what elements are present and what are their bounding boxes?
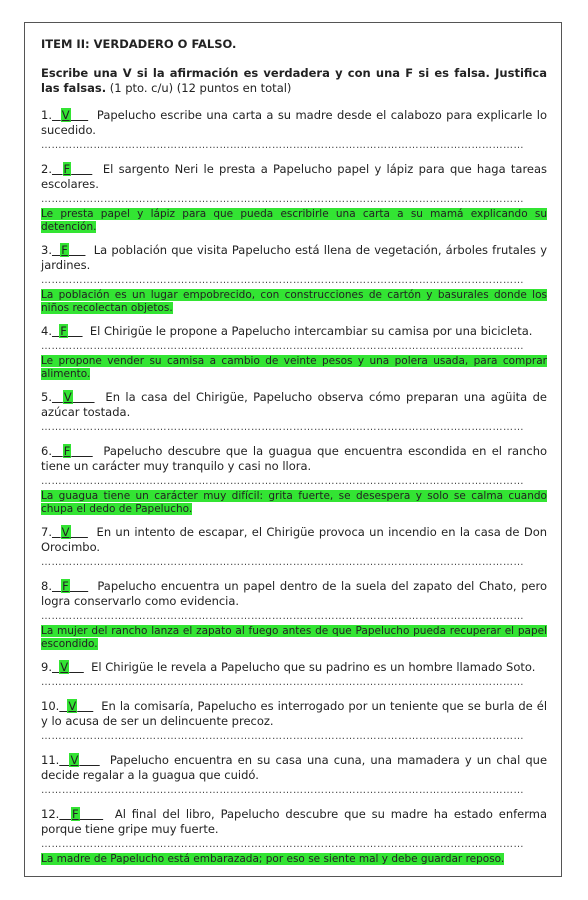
instructions-bold: Escribe una V si la afirmación es verdadera y con una F si es falsa. Justifica las falsas. xyxy=(41,66,547,95)
answer-mark[interactable]: V xyxy=(60,660,69,674)
answer-mark[interactable]: F xyxy=(63,444,71,458)
justification-line[interactable]: ………………………………………………………………………………………………………………………… xyxy=(41,785,524,796)
question-item xyxy=(41,324,547,390)
answer-blank-left xyxy=(52,108,61,122)
answer-blank-left xyxy=(52,390,63,404)
answer-mark[interactable]: F xyxy=(62,579,69,593)
answer-blank-right xyxy=(71,108,89,122)
answer-mark[interactable]: V xyxy=(68,699,77,713)
question-statement xyxy=(41,444,547,474)
item-spacer xyxy=(41,651,547,660)
justification-wrapper xyxy=(41,355,547,381)
answer-blank-right xyxy=(77,699,93,713)
answer-blank-left xyxy=(59,753,69,767)
question-item xyxy=(41,579,547,660)
statement-text: En un intento de escapar, el Chirigüe provoca un incendio en la casa de Don Orocimbo. xyxy=(41,525,548,554)
answer-blank-right xyxy=(71,444,92,458)
answer-mark[interactable]: F xyxy=(72,807,79,821)
answer-blank-left xyxy=(59,807,71,821)
answer-blank-right xyxy=(79,753,99,767)
item-spacer xyxy=(41,315,547,324)
worksheet-page xyxy=(24,22,562,877)
answer-blank-right xyxy=(80,807,103,821)
justification-text: La madre de Papelucho está embarazada; por eso se siente mal y debe guardar reposo. xyxy=(41,853,505,865)
statement-text: El Chirigüe le propone a Papelucho intercambiar su camisa por una bicicleta. xyxy=(89,324,533,338)
question-statement xyxy=(41,660,547,675)
justification-text: Le presta papel y lápiz para que pueda escribirle una carta a su mamá explicando su detención. xyxy=(41,208,547,233)
statement-text: En la comisaría, Papelucho es interrogado por un teniente que se burla de él y lo acusa de ser un delincuente precoz. xyxy=(41,699,548,728)
justification-wrapper xyxy=(41,208,547,234)
question-number: 4. xyxy=(41,324,52,338)
justification-wrapper xyxy=(41,853,547,866)
question-number: 8. xyxy=(41,579,52,593)
question-number: 11. xyxy=(41,753,60,767)
question-item xyxy=(41,807,547,875)
statement-text: Papelucho encuentra un papel dentro de la suela del zapato del Chato, pero logra conservarlo como evidencia. xyxy=(41,579,548,608)
instructions xyxy=(41,66,547,96)
answer-mark[interactable]: V xyxy=(70,753,79,767)
item-spacer xyxy=(41,570,547,579)
justification-line[interactable]: ………………………………………………………………………………………………………………………… xyxy=(41,611,524,622)
item-spacer xyxy=(41,516,547,525)
item-spacer xyxy=(41,798,547,807)
answer-blank-right xyxy=(71,162,92,176)
answer-blank-left xyxy=(52,525,61,539)
answer-mark[interactable]: F xyxy=(60,324,67,338)
question-number: 5. xyxy=(41,390,52,404)
question-statement xyxy=(41,390,547,420)
question-item xyxy=(41,699,547,753)
answer-mark[interactable]: F xyxy=(63,162,71,176)
question-number: 10. xyxy=(41,699,60,713)
item-spacer xyxy=(41,435,547,444)
justification-line[interactable]: ………………………………………………………………………………………………………………………… xyxy=(41,140,524,151)
worksheet-content xyxy=(41,37,547,875)
question-statement xyxy=(41,243,547,273)
answer-blank-right xyxy=(71,525,88,539)
answer-blank-left xyxy=(52,444,63,458)
question-statement xyxy=(41,108,547,138)
justification-wrapper xyxy=(41,490,547,516)
justification-line[interactable]: ………………………………………………………………………………………………………………………… xyxy=(41,476,524,487)
question-number: 12. xyxy=(41,807,60,821)
question-number: 6. xyxy=(41,444,52,458)
justification-line[interactable]: ………………………………………………………………………………………………………………………… xyxy=(41,677,524,688)
statement-text: Papelucho escribe una carta a su madre desde el calabozo para explicarle lo sucedido. xyxy=(41,108,547,137)
answer-blank-left xyxy=(52,579,61,593)
question-item xyxy=(41,660,547,699)
answer-blank-right xyxy=(73,390,95,404)
question-number: 1. xyxy=(41,108,52,122)
statement-text: En la casa del Chirigüe, Papelucho observa cómo preparan una agüita de azúcar tostada. xyxy=(41,390,548,419)
item-spacer xyxy=(41,234,547,243)
item-spacer xyxy=(41,866,547,875)
statement-text: El sargento Neri le presta a Papelucho papel y lápiz para que haga tareas escolares. xyxy=(41,162,548,191)
justification-line[interactable]: ………………………………………………………………………………………………………………………… xyxy=(41,422,524,433)
items-list xyxy=(41,108,547,875)
justification-line[interactable]: ………………………………………………………………………………………………………………………… xyxy=(41,731,524,742)
justification-line[interactable]: ………………………………………………………………………………………………………………………… xyxy=(41,557,524,568)
item-spacer xyxy=(41,153,547,162)
question-statement xyxy=(41,579,547,609)
question-item xyxy=(41,525,547,579)
statement-text: El Chirigüe le revela a Papelucho que su padrino es un hombre llamado Soto. xyxy=(91,660,536,674)
answer-mark[interactable]: V xyxy=(61,525,70,539)
item-spacer xyxy=(41,690,547,699)
question-number: 9. xyxy=(41,660,52,674)
answer-blank-right xyxy=(69,243,86,257)
question-item xyxy=(41,243,547,324)
statement-text: Al final del libro, Papelucho descubre que su madre ha estado enferma porque tiene gripe muy fuerte. xyxy=(41,807,548,836)
item-spacer xyxy=(41,381,547,390)
statement-text: Papelucho encuentra en su casa una cuna, una mamadera y un chal que decide regalar a la guagua que cuidó. xyxy=(41,753,548,782)
question-item xyxy=(41,162,547,243)
answer-blank-right xyxy=(70,579,88,593)
item-spacer xyxy=(41,744,547,753)
question-statement xyxy=(41,525,547,555)
question-item xyxy=(41,390,547,444)
answer-mark[interactable]: V xyxy=(63,390,72,404)
question-number: 2. xyxy=(41,162,52,176)
question-statement xyxy=(41,807,547,837)
question-statement xyxy=(41,753,547,783)
question-item xyxy=(41,108,547,162)
justification-text: Le propone vender su camisa a cambio de veinte pesos y una polera usada, para comprar alimento. xyxy=(41,355,547,380)
question-statement xyxy=(41,162,547,192)
question-item xyxy=(41,444,547,525)
answer-mark[interactable]: F xyxy=(61,243,68,257)
section-title: ITEM II: VERDADERO O FALSO. xyxy=(41,37,237,51)
statement-text: Papelucho descubre que la guagua que encuentra escondida en el rancho tiene un carácter muy tranquilo y casi no llora. xyxy=(41,444,548,473)
justification-text: La mujer del rancho lanza el zapato al fuego antes de que Papelucho pueda recuperar el papel escondido. xyxy=(41,625,547,650)
question-statement xyxy=(41,324,547,339)
answer-blank-right xyxy=(69,660,84,674)
statement-text: La población que visita Papelucho está llena de vegetación, árboles frutales y jardines. xyxy=(41,243,547,272)
answer-blank-left xyxy=(52,162,63,176)
justification-wrapper xyxy=(41,625,547,651)
justification-line[interactable]: ………………………………………………………………………………………………………………………… xyxy=(41,341,524,352)
justification-wrapper xyxy=(41,289,547,315)
answer-mark[interactable]: V xyxy=(61,108,70,122)
question-item xyxy=(41,753,547,807)
justification-line[interactable]: ………………………………………………………………………………………………………………………… xyxy=(41,839,524,850)
question-number: 7. xyxy=(41,525,52,539)
question-number: 3. xyxy=(41,243,52,257)
justification-text: La población es un lugar empobrecido, con construcciones de cartón y basurales donde los niños recolectan objetos. xyxy=(41,289,547,314)
justification-line[interactable]: ………………………………………………………………………………………………………………………… xyxy=(41,194,524,205)
question-statement xyxy=(41,699,547,729)
justification-text: La guagua tiene un carácter muy difícil: grita fuerte, se desespera y solo se calma cuando chupa el dedo de Papelucho. xyxy=(41,490,547,515)
answer-blank-right xyxy=(68,324,83,338)
instructions-points: (1 pto. c/u) (12 puntos en total) xyxy=(109,81,292,95)
justification-line[interactable]: ………………………………………………………………………………………………………………………… xyxy=(41,275,524,286)
